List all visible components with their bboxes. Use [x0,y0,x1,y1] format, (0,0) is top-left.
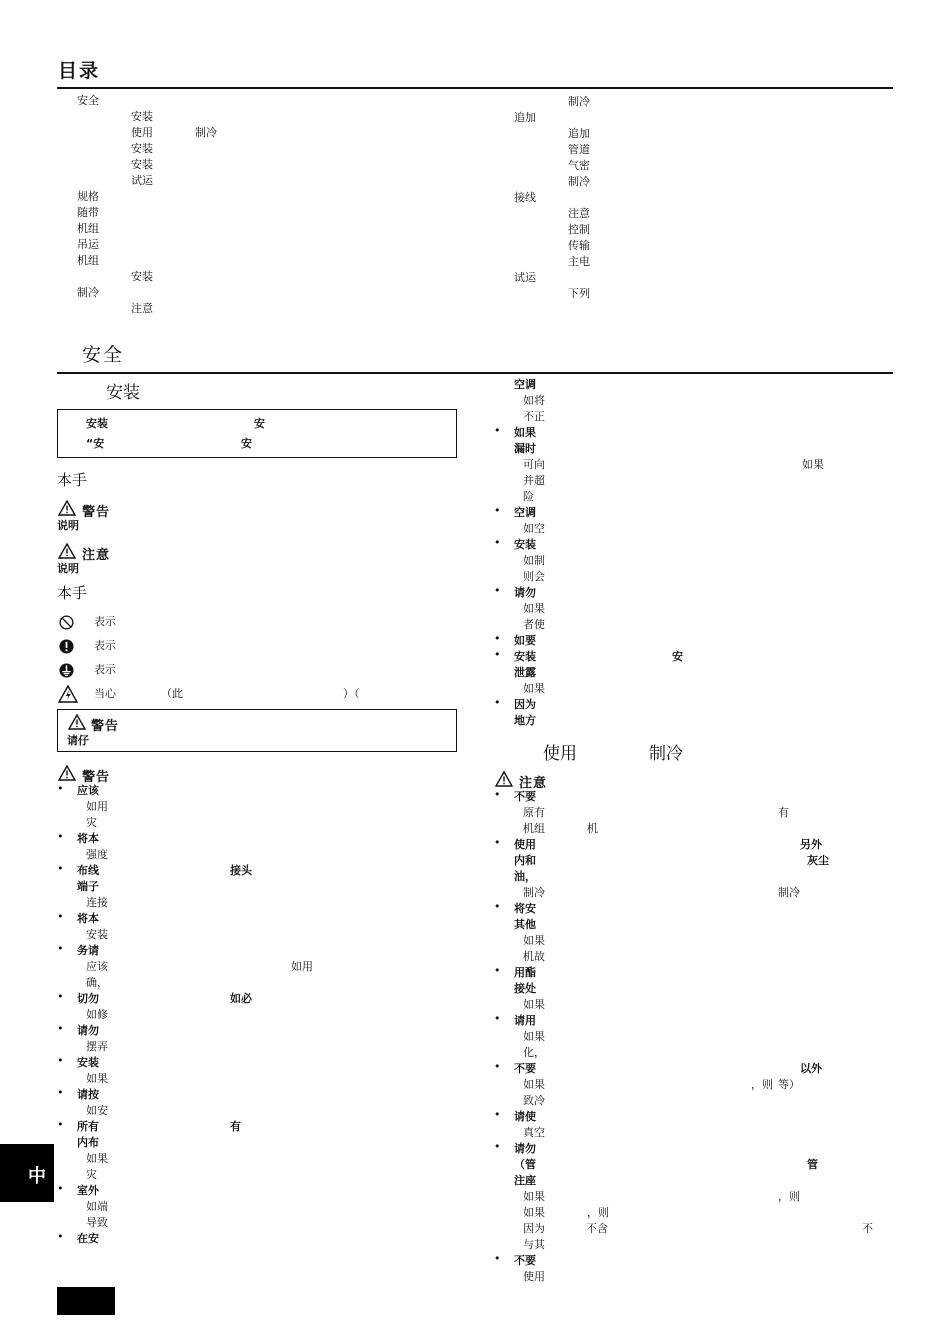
toc-title: 目录 [58,60,101,82]
item-lead: 灰尘 [807,854,829,867]
item-text: 致冷 [523,1094,545,1107]
item-lead: 泄露 [514,666,536,679]
item-lead: 安装 [514,538,536,551]
item-text: 机故 [523,950,545,963]
intro-box-text: 安装 [86,417,108,430]
item-text: 可向 [523,458,545,471]
item-lead: 空调 [514,378,536,391]
warning-label: 警告 [82,505,111,520]
warning-triangle-icon [58,500,76,516]
item-lead: （管 [514,1158,536,1171]
item-lead: 管 [807,1158,818,1171]
item-text: 化， [523,1046,545,1059]
item-text: 应该 [86,960,108,973]
intro-box-text: “安 [86,437,105,450]
item-text: 灾 [86,816,97,829]
bullet-marker: • [494,1140,501,1153]
item-text: 如果 [86,1072,108,1085]
bullet-marker: • [57,1086,64,1099]
item-lead: 接处 [514,982,536,995]
item-lead: 不要 [514,790,536,803]
item-text: 如果 [523,998,545,1011]
item-text: 如果 [523,934,545,947]
caution-triangle-icon [495,771,513,787]
bullet-marker: • [57,910,64,923]
manual-heading: 本手 [57,584,88,602]
bullet-marker: • [494,584,501,597]
warning-label: 警告 [82,770,111,785]
item-lead: 空调 [514,506,536,519]
item-lead: 请按 [77,1088,99,1101]
item-lead: 接头 [230,864,252,877]
item-lead: 用酯 [514,966,536,979]
bullet-marker: • [494,1252,501,1265]
item-text: 如空 [523,522,545,535]
item-text: 不 [862,1222,873,1235]
symbol-text: （此 [161,687,183,700]
item-text: 机 [587,822,598,835]
item-text: 如安 [86,1104,108,1117]
item-text: 灾 [86,1168,97,1181]
bullet-marker: • [57,1118,64,1131]
item-lead: 另外 [800,838,822,851]
item-lead: 安装 [514,650,536,663]
item-text: 如用 [291,960,313,973]
item-text: 连接 [86,896,108,909]
item-text: ，则 [751,1078,773,1091]
item-text: 如制 [523,554,545,567]
item-lead: 内和 [514,854,536,867]
toc-entry: 安全 [77,94,99,107]
item-lead: 切勿 [77,992,99,1005]
item-text: 有 [778,806,789,819]
item-text: 使用 [523,1270,545,1283]
item-text: 险 [523,490,534,503]
warning-triangle-icon [58,765,76,781]
toc-entry: 接线 [514,191,536,204]
bullet-marker: • [494,504,501,517]
item-lead: 因为 [514,698,536,711]
warning-description: 说明 [57,519,79,532]
bullet-marker: • [57,1182,64,1195]
item-lead: 请勿 [514,1142,536,1155]
symbol-text: 表示 [94,663,116,676]
item-lead: 漏时 [514,442,536,455]
item-text: 机组 [523,822,545,835]
item-text: 摆弄 [86,1040,108,1053]
toc-entry: 吊运 [77,238,99,251]
toc-entry: 机组 [77,222,99,235]
toc-entry: 随带 [77,206,99,219]
item-text: 如果 [523,682,545,695]
intro-box [57,409,457,458]
caution-description: 说明 [57,562,79,575]
bullet-marker: • [494,1108,501,1121]
item-text: 者使 [523,618,545,631]
item-lead: 将本 [77,832,99,845]
item-text: 如果 [802,458,824,471]
item-lead: 请使 [514,1110,536,1123]
bullet-marker: • [57,942,64,955]
toc-entry: 制冷 [568,175,590,188]
bullet-marker: • [57,1022,64,1035]
item-lead: 端子 [77,880,99,893]
symbol-text: 表示 [94,639,116,652]
intro-box-text: 安 [254,417,265,430]
toc-entry: 气密 [568,159,590,172]
item-lead: 不要 [514,1062,536,1075]
bullet-marker: • [57,782,64,795]
item-text: 如果 [523,1190,545,1203]
language-tab[interactable] [0,1144,54,1202]
item-text: 并超 [523,474,545,487]
shock-icon [58,685,78,703]
item-text: 则会 [523,570,545,583]
toc-entry: 试运 [131,174,153,187]
bullet-marker: • [494,836,501,849]
warning-box-text: 请仔 [67,734,89,747]
item-lead: 将本 [77,912,99,925]
item-lead: 油， [514,870,536,883]
bullet-marker: • [57,1230,64,1243]
item-lead: 应该 [77,784,99,797]
subsection-title-install: 安装 [106,383,140,403]
item-text: 如果 [523,1030,545,1043]
section-rule [57,372,893,374]
mandatory-icon [59,639,74,654]
toc-entry: 控制 [568,223,590,236]
bullet-marker: • [57,830,64,843]
bullet-marker: • [57,1054,64,1067]
page-number-box [57,1287,115,1315]
toc-rule [57,87,893,89]
item-text: 如端 [86,1200,108,1213]
item-text: 安装 [86,928,108,941]
bullet-marker: • [57,990,64,1003]
item-lead: 以外 [800,1062,822,1075]
subsection-title-refrigerant: 制冷 [649,744,683,764]
toc-entry: 注意 [568,207,590,220]
item-text: 如果 [523,1078,545,1091]
item-text: 如果 [523,602,545,615]
item-lead: 务请 [77,944,99,957]
bullet-marker: • [57,862,64,875]
caution-label: 注意 [82,548,111,563]
item-lead: 使用 [514,838,536,851]
subsection-title-use: 使用 [543,744,577,764]
item-lead: 请勿 [77,1024,99,1037]
item-text: 等） [778,1078,800,1091]
item-text: 如用 [86,800,108,813]
toc-entry: 试运 [514,271,536,284]
symbol-text: 当心 [94,687,116,700]
warning-box [57,709,457,752]
bullet-marker: • [494,632,501,645]
item-lead: 布线 [77,864,99,877]
caution-label: 注意 [519,776,548,791]
bullet-marker: • [494,1012,501,1025]
bullet-marker: • [494,424,501,437]
prohibit-icon [59,615,74,630]
item-lead: 安装 [77,1056,99,1069]
item-text: 原有 [523,806,545,819]
section-title-safety: 安全 [82,344,125,366]
bullet-marker: • [494,648,501,661]
item-lead: 请勿 [514,586,536,599]
bullet-marker: • [494,536,501,549]
toc-entry: 安装 [131,110,153,123]
symbol-text: 表示 [94,615,116,628]
toc-entry: 管道 [568,143,590,156]
item-lead: 其他 [514,918,536,931]
item-text: 如果 [86,1152,108,1165]
item-text: 强度 [86,848,108,861]
bullet-marker: • [494,788,501,801]
item-text: 真空 [523,1126,545,1139]
item-text: 与其 [523,1238,545,1251]
item-lead: 在安 [77,1232,99,1245]
language-tab-label: 中 [28,1166,46,1187]
item-text: 如修 [86,1008,108,1021]
manual-heading: 本手 [57,471,88,489]
item-lead: 内布 [77,1136,99,1149]
toc-entry: 下列 [568,287,590,300]
item-lead: 有 [230,1120,241,1133]
item-text: 因为 [523,1222,545,1235]
bullet-marker: • [494,964,501,977]
bullet-marker: • [494,1060,501,1073]
item-text: ，则 [587,1206,609,1219]
item-lead: 如必 [230,992,252,1005]
intro-box-text: 安 [241,437,252,450]
caution-triangle-icon [58,543,76,559]
item-text: 导致 [86,1216,108,1229]
item-lead: 如要 [514,634,536,647]
item-lead: 如果 [514,426,536,439]
ground-icon [59,663,74,678]
item-text: 如将 [523,394,545,407]
toc-entry: 使用 [131,126,153,139]
item-lead: 请用 [514,1014,536,1027]
item-text: 制冷 [523,886,545,899]
item-text: 不正 [523,410,545,423]
warning-triangle-icon [68,714,86,730]
warning-label: 警告 [91,719,120,734]
item-text: 确， [86,976,108,989]
toc-entry: 制冷 [195,126,217,139]
toc-entry: 安装 [131,158,153,171]
toc-entry: 机组 [77,254,99,267]
item-text: ，则 [778,1190,800,1203]
item-lead: 不要 [514,1254,536,1267]
item-lead: 注座 [514,1174,536,1187]
item-lead: 室外 [77,1184,99,1197]
toc-entry: 传输 [568,239,590,252]
toc-entry: 安装 [131,142,153,155]
toc-entry: 规格 [77,190,99,203]
bullet-marker: • [494,900,501,913]
item-lead: 将安 [514,902,536,915]
bullet-marker: • [494,696,501,709]
symbol-text: ）（ [343,687,360,700]
toc-entry: 注意 [131,302,153,315]
item-lead: 安 [672,650,683,663]
item-lead: 所有 [77,1120,99,1133]
toc-entry: 追加 [568,127,590,140]
toc-entry: 安装 [131,270,153,283]
toc-entry: 制冷 [568,95,590,108]
item-text: 制冷 [778,886,800,899]
item-text: 如果 [523,1206,545,1219]
toc-entry: 追加 [514,111,536,124]
item-text: 不含 [586,1222,608,1235]
item-lead: 地方 [514,714,536,727]
toc-entry: 主电 [568,255,590,268]
toc-entry: 制冷 [77,286,99,299]
